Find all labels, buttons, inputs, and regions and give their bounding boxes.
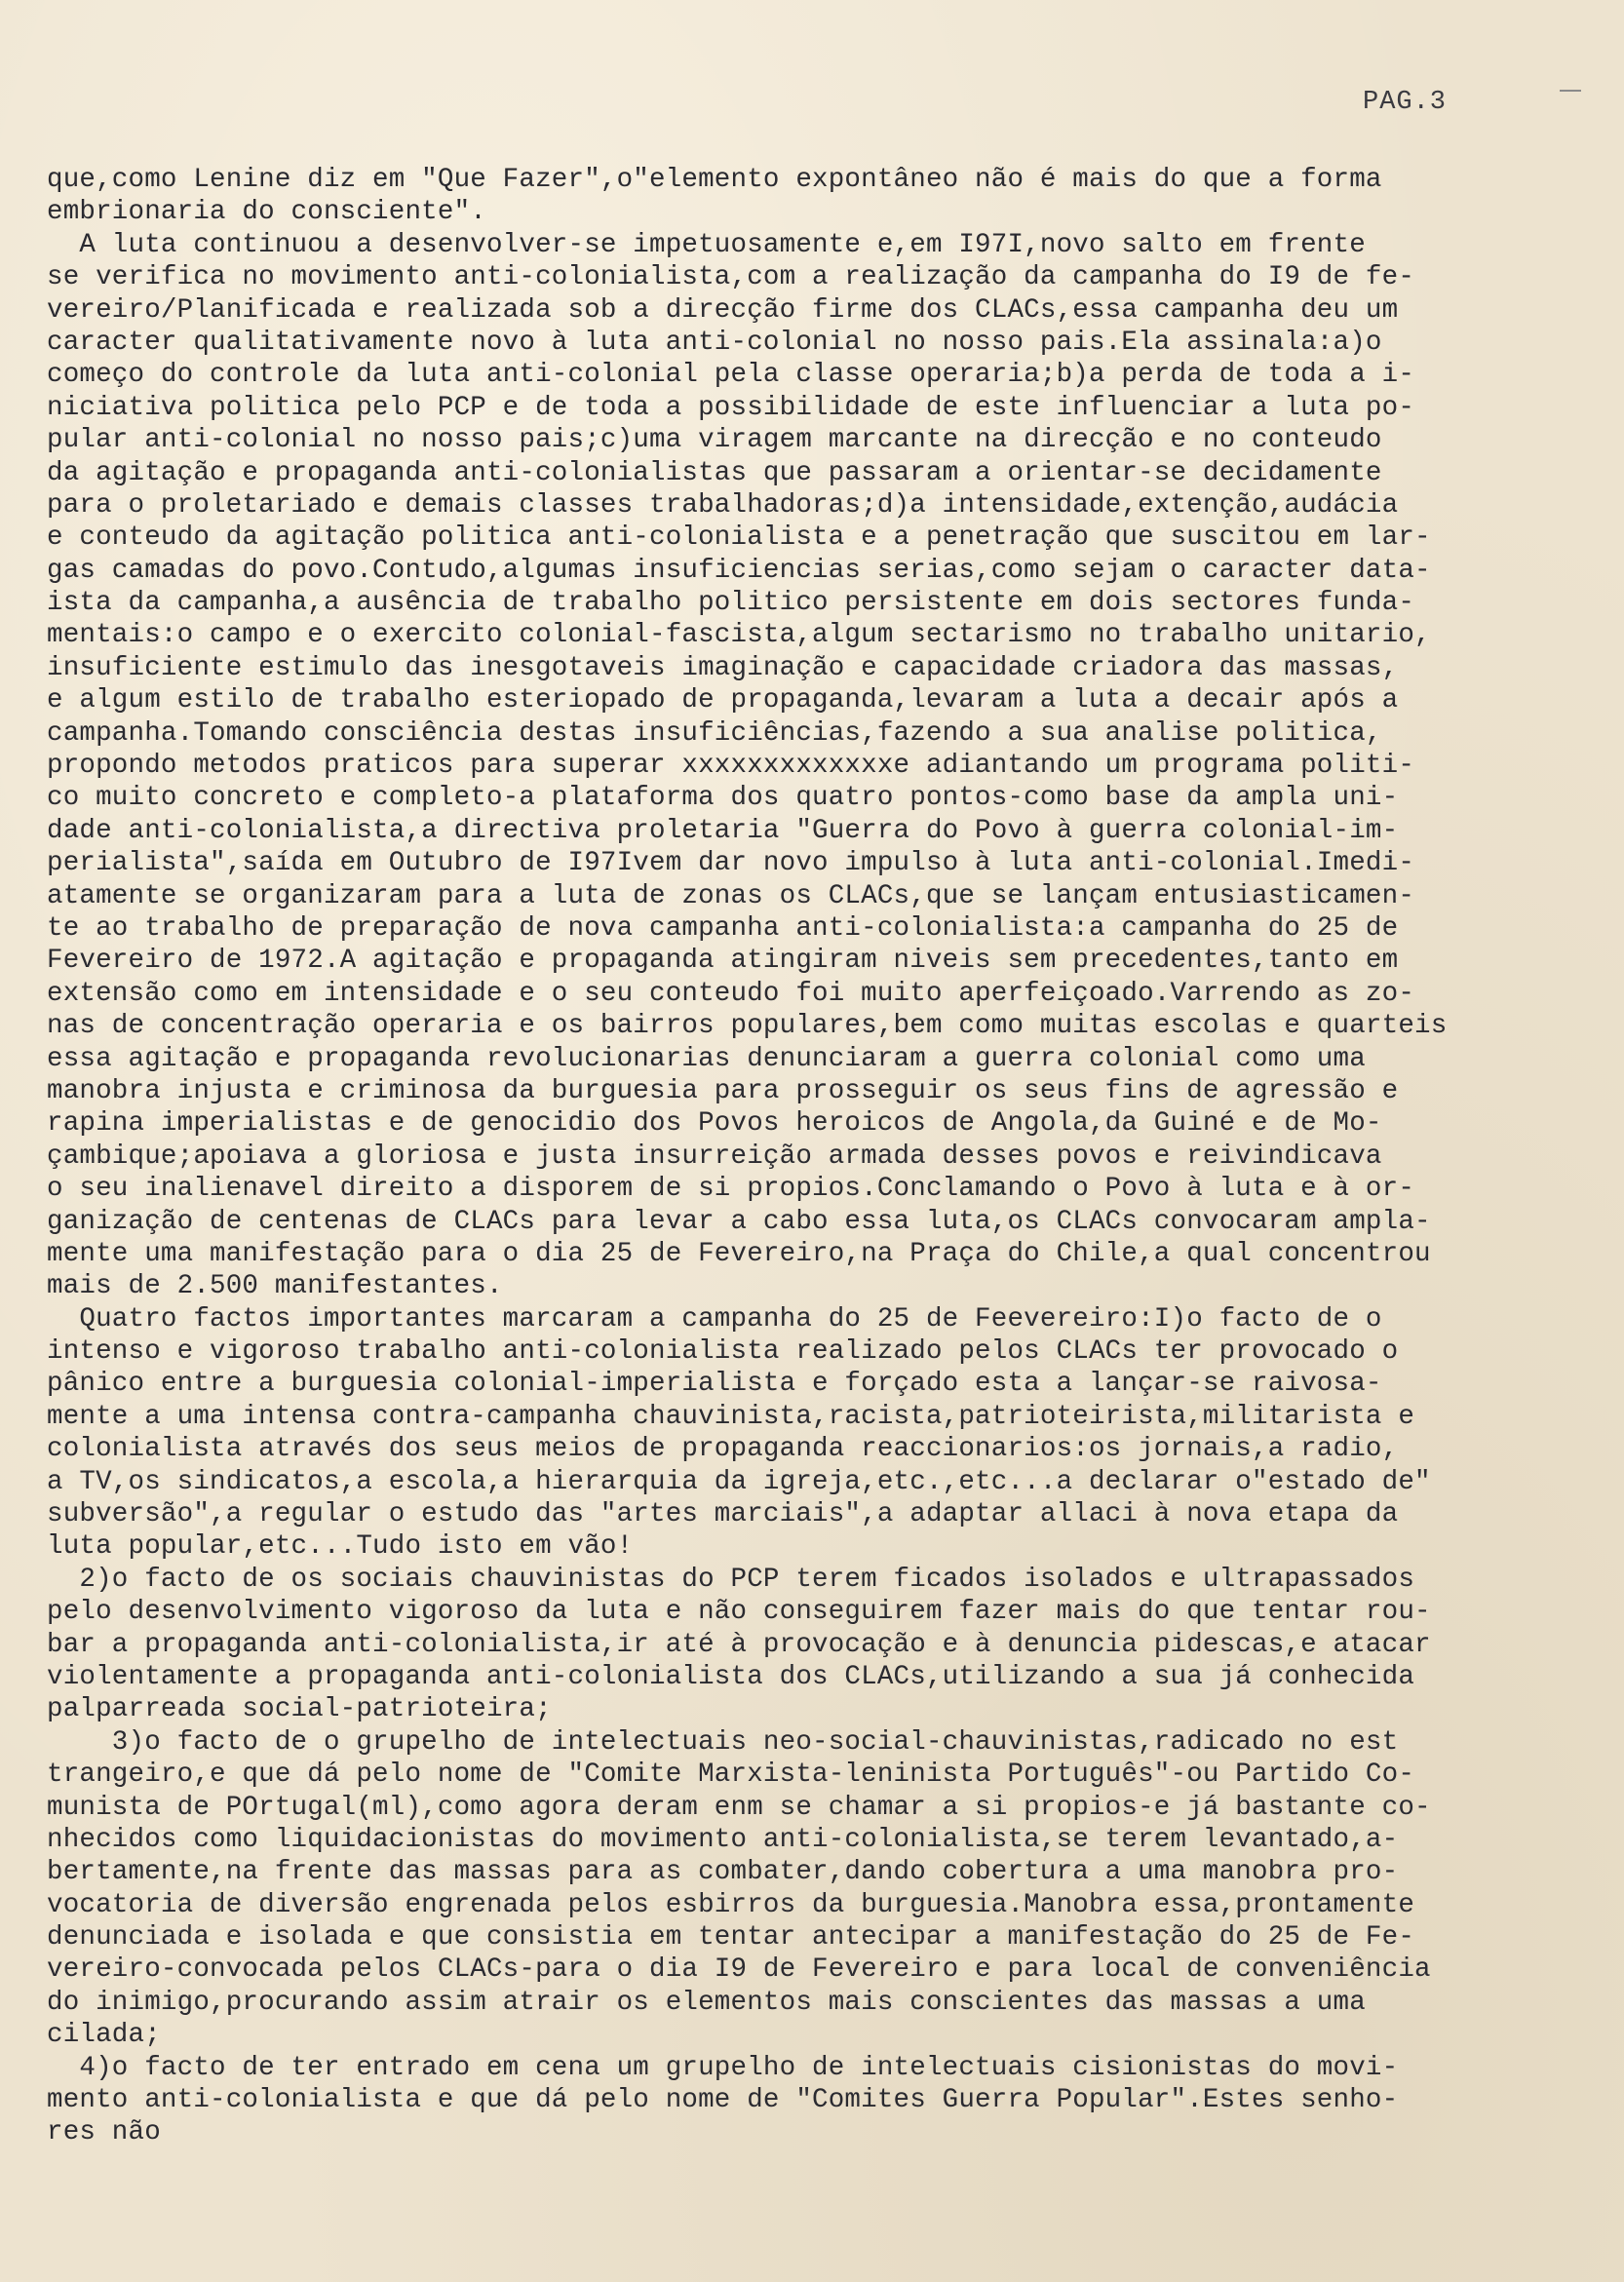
text-line: pular anti-colonial no nosso pais;c)uma viragem marcante na direcção e no conteudo (47, 425, 1382, 456)
text-line: começo do controle da luta anti-colonial pela classe operaria;b)a perda de toda a i- (47, 360, 1415, 391)
text-line: violentamente a propaganda anti-colonialista dos CLACs,utilizando a sua já conhecida (47, 1661, 1415, 1692)
text-line: mente uma manifestação para o dia 25 de Fevereiro,na Praça do Chile,a qual concentrou (47, 1238, 1431, 1269)
text-line: mais de 2.500 manifestantes. (47, 1271, 503, 1302)
text-line: se verifica no movimento anti-colonialista,com a realização da campanha do I9 de fe- (47, 262, 1415, 293)
text-line: vereiro-convocada pelos CLACs-para o dia I9 de Fevereiro e para local de conveniência (47, 1954, 1431, 1986)
text-line: trangeiro,e que dá pelo nome de "Comite Marxista-leninista Português"-ou Partido Co- (47, 1760, 1415, 1791)
document-body (47, 164, 1528, 2149)
text-line: A luta continuou a desenvolver-se impetuosamente e,em I97I,novo salto em frente (47, 229, 1366, 260)
text-line: denunciada e isolada e que consistia em tentar antecipar a manifestação do 25 de Fe- (47, 1922, 1415, 1953)
text-line: o seu inalienavel direito a disporem de si propios.Conclamando o Povo à luta e à or- (47, 1174, 1415, 1205)
text-line: munista de POrtugal(ml),como agora deram enm se chamar a si propios-e já bastante co- (47, 1792, 1431, 1823)
text-line: da agitação e propaganda anti-colonialistas que passaram a orientar-se decidamente (47, 457, 1382, 488)
text-line: mente a uma intensa contra-campanha chauvinista,racista,patrioteirista,militarista e (47, 1401, 1415, 1432)
text-line: bertamente,na frente das massas para as combater,dando cobertura a uma manobra pro- (47, 1857, 1399, 1888)
text-line: intenso e vigoroso trabalho anti-colonialista realizado pelos CLACs ter provocado o (47, 1336, 1399, 1368)
text-line: colonialista através dos seus meios de propaganda reaccionarios:os jornais,a radio, (47, 1434, 1399, 1465)
text-line: atamente se organizaram para a luta de zonas os CLACs,que se lançam entusiasticamen- (47, 880, 1415, 911)
text-line: para o proletariado e demais classes trabalhadoras;d)a intensidade,extenção,audácia (47, 489, 1399, 521)
text-line: vereiro/Planificada e realizada sob a direcção firme dos CLACs,essa campanha deu um (47, 294, 1399, 326)
text-line: 3)o facto de o grupelho de intelectuais neo-social-chauvinistas,radicado no est (47, 1726, 1399, 1758)
text-line: nas de concentração operaria e os bairros populares,bem como muitas escolas e quarteis (47, 1011, 1448, 1042)
text-line: ista da campanha,a ausência de trabalho politico persistente em dois sectores funda- (47, 588, 1415, 619)
text-line: Fevereiro de 1972.A agitação e propaganda atingiram niveis sem precedentes,tanto em (47, 946, 1399, 977)
text-line: ganização de centenas de CLACs para levar a cabo essa luta,os CLACs convocaram ampla- (47, 1206, 1431, 1237)
text-line: niciativa politica pelo PCP e de toda a possibilidade de este influenciar a luta po- (47, 392, 1415, 423)
text-line: e algum estilo de trabalho esteriopado de propaganda,levaram a luta a decair após a (47, 685, 1399, 716)
text-line: nhecidos como liquidacionistas do movimento anti-colonialista,se terem levantado,a- (47, 1824, 1399, 1855)
text-line: embrionaria do consciente". (47, 197, 486, 228)
text-line: mento anti-colonialista e que dá pelo nome de "Comites Guerra Popular".Estes senho- (47, 2085, 1399, 2116)
text-line: pelo desenvolvimento vigoroso da luta e não conseguirem fazer mais do que tentar rou- (47, 1597, 1431, 1628)
text-line: rapina imperialistas e de genocidio dos Povos heroicos de Angola,da Guiné e de Mo- (47, 1108, 1382, 1140)
corner-mark (1560, 90, 1581, 92)
text-line: insuficiente estimulo das inesgotaveis imaginação e capacidade criadora das massas, (47, 652, 1399, 683)
text-line: te ao trabalho de preparação de nova campanha anti-colonialista:a campanha do 25 de (47, 912, 1399, 944)
text-line: essa agitação e propaganda revolucionarias denunciaram a guerra colonial como uma (47, 1043, 1366, 1074)
text-line: bar a propaganda anti-colonialista,ir até à provocação e à denuncia pidescas,e atacar (47, 1629, 1431, 1660)
text-line: cilada; (47, 2020, 161, 2051)
text-line: 4)o facto de ter entrado em cena um grupelho de intelectuais cisionistas do movi- (47, 2052, 1399, 2083)
text-line: vocatoria de diversão engrenada pelos esbirros da burguesia.Manobra essa,prontamente (47, 1889, 1415, 1920)
text-line: extensão como em intensidade e o seu conteudo foi muito aperfeiçoado.Varrendo as zo- (47, 978, 1415, 1009)
text-line: gas camadas do povo.Contudo,algumas insuficiencias serias,como sejam o caracter data- (47, 555, 1431, 586)
text-line: res não (47, 2117, 161, 2148)
text-line: Quatro factos importantes marcaram a campanha do 25 de Feevereiro:I)o facto de o (47, 1303, 1382, 1334)
text-line: manobra injusta e criminosa da burguesia para prosseguir os seus fins de agressão e (47, 1075, 1399, 1106)
text-line: do inimigo,procurando assim atrair os elementos mais conscientes das massas a uma (47, 1987, 1366, 2018)
text-line: e conteudo da agitação politica anti-colonialista e a penetração que suscitou em lar- (47, 522, 1431, 554)
text-line: çambique;apoiava a gloriosa e justa insurreição armada desses povos e reivindicava (47, 1141, 1382, 1172)
page-number: PAG.3 (1363, 88, 1448, 117)
text-line: caracter qualitativamente novo à luta anti-colonial no nosso pais.Ela assinala:a)o (47, 327, 1382, 358)
text-line: propondo metodos praticos para superar xxxxxxxxxxxxxe adiantando um programa politi- (47, 751, 1415, 782)
text-line: mentais:o campo e o exercito colonial-fascista,algum sectarismo no trabalho unitario, (47, 620, 1431, 651)
text-line: pânico entre a burguesia colonial-imperialista e forçado esta a lançar-se raivosa- (47, 1369, 1382, 1400)
text-line: 2)o facto de os sociais chauvinistas do PCP terem ficados isolados e ultrapassados (47, 1564, 1415, 1595)
text-line: perialista",saída em Outubro de I97Ivem dar novo impulso à luta anti-colonial.Imedi- (47, 848, 1415, 879)
text-line: luta popular,etc...Tudo isto em vão! (47, 1531, 634, 1563)
text-line: dade anti-colonialista,a directiva proletaria "Guerra do Povo à guerra colonial-im- (47, 815, 1399, 846)
text-line: que,como Lenine diz em "Que Fazer",o"elemento expontâneo não é mais do que a forma (47, 165, 1382, 195)
text-line: a TV,os sindicatos,a escola,a hierarquia da igreja,etc.,etc...a declarar o"estado de" (47, 1466, 1431, 1497)
text-line: co muito concreto e completo-a plataforma dos quatro pontos-como base da ampla uni- (47, 783, 1399, 814)
text-line: campanha.Tomando consciência destas insuficiências,fazendo a sua analise politica, (47, 717, 1382, 749)
text-line: subversão",a regular o estudo das "artes marciais",a adaptar allaci à nova etapa da (47, 1499, 1399, 1530)
text-line: palparreada social-patrioteira; (47, 1694, 552, 1725)
